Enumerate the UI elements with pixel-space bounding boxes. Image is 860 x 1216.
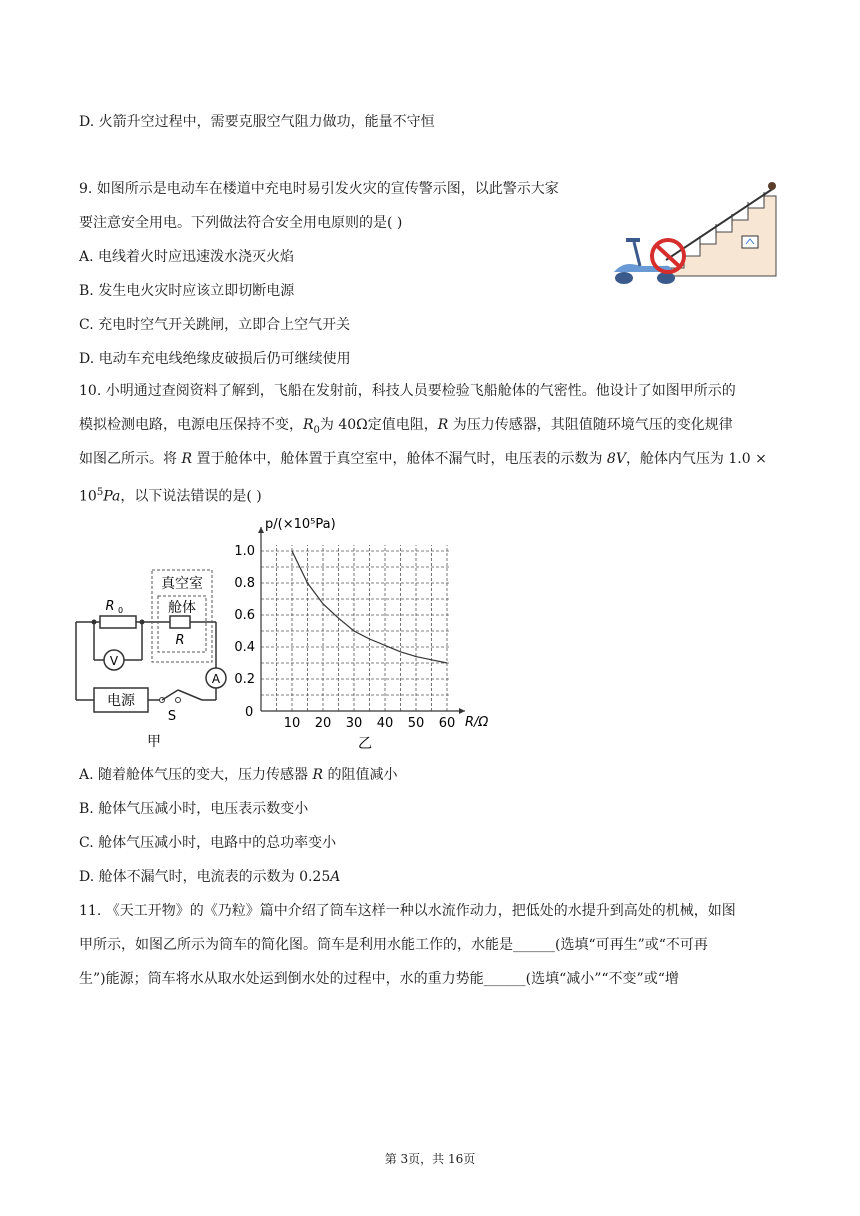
q9-stem-line2: 要注意安全用电。下列做法符合安全用电原则的是( ) bbox=[79, 215, 403, 231]
scooter-icon bbox=[614, 238, 675, 284]
fire-warning-illustration bbox=[604, 180, 784, 290]
q11-line3: 生”)能源；筒车将水从取水处运到倒水处的过程中，水的重力势能______(选填“减小”“不变”或“增 bbox=[79, 971, 679, 987]
q11-line1: 11. 《天工开物》的《乃粒》篇中介绍了筒车这样一种以水流作动力，把低处的水提升到高处的机械，如图 bbox=[79, 903, 736, 919]
x-axis-arrow bbox=[459, 708, 465, 714]
r0-label: R bbox=[105, 599, 115, 614]
chart-origin-label: 0 bbox=[245, 705, 254, 720]
chart-axes bbox=[258, 527, 465, 714]
y-axis-arrow bbox=[258, 527, 264, 533]
chart-series-line bbox=[292, 551, 447, 663]
x-tick-label: 20 bbox=[314, 716, 332, 731]
switch-label: S bbox=[167, 709, 177, 724]
r0-resistor bbox=[100, 616, 136, 628]
pressure-resistance-chart bbox=[225, 510, 515, 755]
q9-stem-line1: 9. 如图所示是电动车在楼道中充电时易引发火灾的宣传警示图，以此警示大家 bbox=[79, 181, 559, 197]
chart-grid bbox=[261, 545, 451, 711]
x-tick-label: 10 bbox=[283, 716, 301, 731]
chart-x-axis-label: R/Ω bbox=[465, 715, 489, 730]
q11-line2: 甲所示，如图乙所示为筒车的简化图。筒车是利用水能工作的，水能是______(选填“可再生”或“不可再 bbox=[79, 937, 708, 953]
q10-line4: $10^5Pa$，以下说法错误的是( ) bbox=[79, 487, 262, 505]
q10-option-b: B. 舱体气压减小时，电压表示数变小 bbox=[79, 801, 309, 817]
ammeter-label: A bbox=[211, 672, 221, 686]
q10-line2: 模拟检测电路，电源电压保持不变，$R_0$为 40Ω定值电阻，R 为压力传感器，其阻值随环境气压的变化规律 bbox=[79, 417, 733, 436]
cabin-label: 舱体 bbox=[168, 600, 196, 616]
y-tick-label: 0.6 bbox=[234, 608, 255, 623]
y-tick-label: 1.0 bbox=[234, 544, 255, 559]
q10-option-c: C. 舱体气压减小时，电路中的总功率变小 bbox=[79, 835, 337, 851]
q9-option-c: C. 充电时空气开关跳闸，立即合上空气开关 bbox=[79, 317, 351, 333]
circuit-caption: 甲 bbox=[147, 734, 161, 750]
chart-caption: 乙 bbox=[358, 736, 372, 752]
x-tick-label: 60 bbox=[438, 716, 456, 731]
q10-line1: 10. 小明通过查阅资料了解到，飞船在发射前，科技人员要检验飞船舱体的气密性。他设计了如图甲所示的 bbox=[79, 383, 736, 399]
x-tick-label: 30 bbox=[345, 716, 363, 731]
page-footer: 第 3页，共 16页 bbox=[384, 1152, 476, 1166]
q10-line3: 如图乙所示。将 R 置于舱体中，舱体置于真空室中，舱体不漏气时，电压表的示数为 8V，舱体内气压为 1.0 × bbox=[79, 451, 767, 467]
r0-subscript: 0 bbox=[118, 606, 124, 615]
y-tick-label: 0.2 bbox=[234, 672, 255, 687]
q9-option-a: A. 电线着火时应迅速泼水浇灭火焰 bbox=[79, 249, 295, 265]
chart-y-axis-label: p/(×10⁵Pa) bbox=[265, 517, 336, 532]
power-source-label: 电源 bbox=[107, 693, 135, 709]
q10-option-d: D. 舱体不漏气时，电流表的示数为 0.25A bbox=[79, 869, 341, 885]
r-label: R bbox=[175, 633, 185, 648]
r-sensor bbox=[170, 616, 190, 628]
x-tick-label: 50 bbox=[407, 716, 425, 731]
q8-option-d: D. 火箭升空过程中，需要克服空气阻力做功，能量不守恒 bbox=[79, 114, 435, 130]
q10-option-a: A. 随着舱体气压的变大，压力传感器 R 的阻值减小 bbox=[79, 767, 398, 783]
x-tick-label: 40 bbox=[376, 716, 394, 731]
vacuum-chamber-label: 真空室 bbox=[161, 576, 203, 592]
chart-tick-labels bbox=[234, 544, 455, 731]
voltmeter-label: V bbox=[109, 654, 119, 668]
y-tick-label: 0.4 bbox=[234, 640, 255, 655]
q9-option-d: D. 电动车充电线绝缘皮破损后仍可继续使用 bbox=[79, 351, 351, 367]
circuit-diagram bbox=[70, 560, 240, 750]
q9-option-b: B. 发生电火灾时应该立即切断电源 bbox=[79, 283, 295, 299]
y-tick-label: 0.8 bbox=[234, 576, 255, 591]
